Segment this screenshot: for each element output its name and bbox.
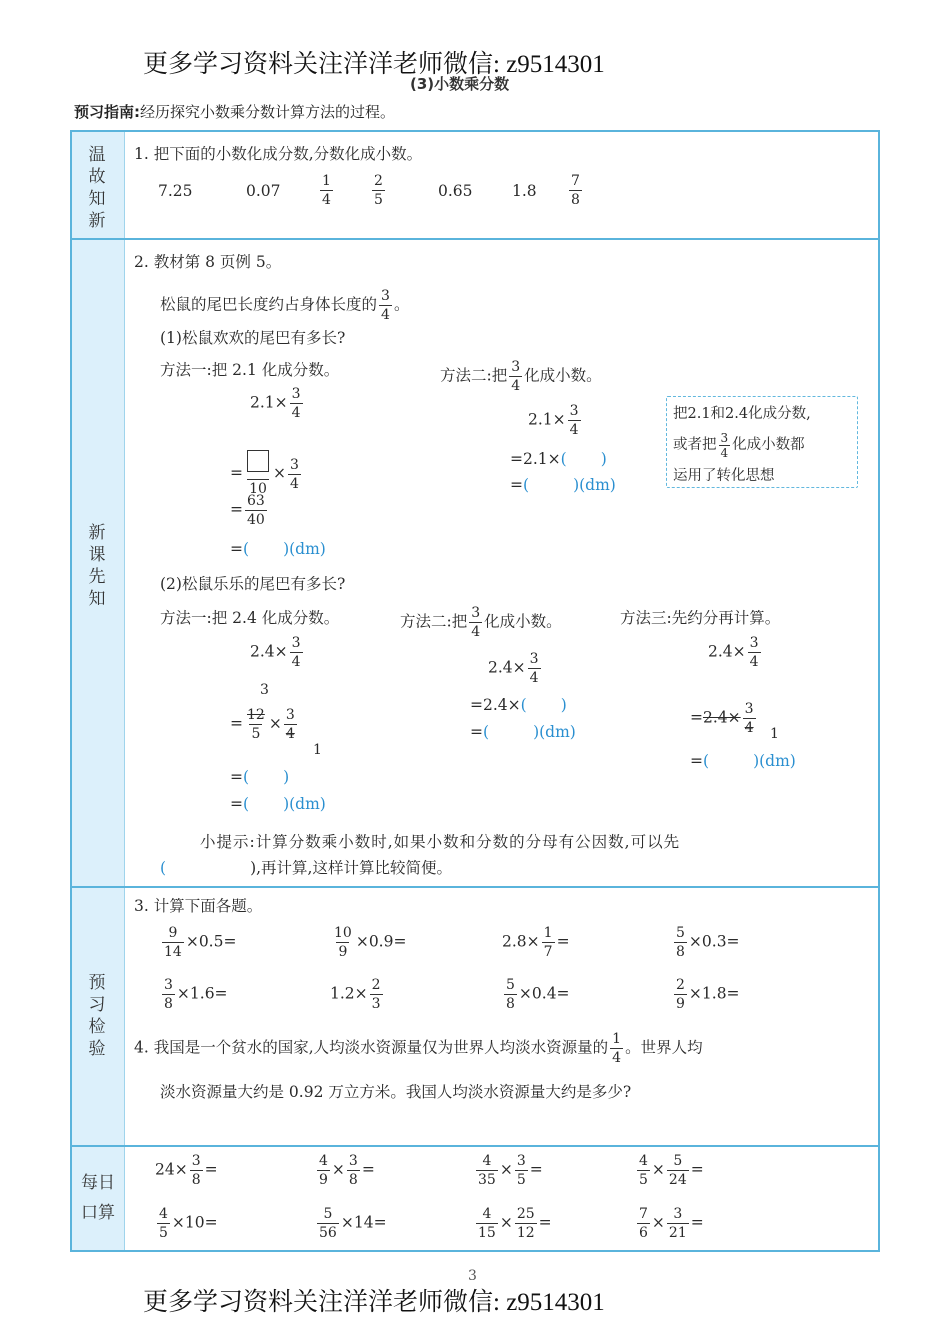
calc-answer[interactable]: =( )(dm) <box>510 476 616 494</box>
q1-item: 0.07 <box>246 182 281 200</box>
reduced-number: 1 <box>313 742 322 758</box>
q3-item: $\frac{3}{8}$ ×1.6= <box>164 977 228 1012</box>
calc-line: 2.4× $\frac{3}{4}$ <box>488 651 539 686</box>
q2-p1-method-2: 方法二:把 $\frac{3}{4}$ 化成小数。 <box>440 359 602 394</box>
daily-item: $\frac{4}{15}$ × $\frac{25}{12}$ = <box>478 1206 552 1241</box>
q3-item: $\frac{2}{9}$ ×1.8= <box>676 977 740 1012</box>
calc-answer[interactable]: =2.1×( ) <box>510 450 607 468</box>
q3-item: $\frac{9}{14}$ ×0.5= <box>164 925 237 960</box>
q3-item: 1.2× $\frac{2}{3}$ <box>330 977 381 1012</box>
calc-line: = $\frac{12}{5}$ × $\frac{3}{4}$ <box>230 707 295 742</box>
q2-premise: 松鼠的尾巴长度约占身体长度的 $\frac{3}{4}$ 。 <box>160 288 410 323</box>
calc-line: = $\frac{63}{40}$ <box>230 493 265 528</box>
q2-part-2: (2)松鼠乐乐的尾巴有多长? <box>160 575 346 593</box>
preview-guide <box>74 101 395 122</box>
watermark-top: 更多学习资料关注洋洋老师微信: z9514301 <box>143 51 605 78</box>
q1-fraction: $\frac{2}{5}$ <box>374 173 383 208</box>
q1-item: 1.8 <box>512 182 537 200</box>
calc-line: =2.4× $\frac{3}{4}$ <box>690 701 754 736</box>
guide-text: 经历探究小数乘分数计算方法的过程。 <box>140 103 396 121</box>
section-review: 温故知新 <box>88 145 106 231</box>
q2-p2-method-3: 方法三:先约分再计算。 <box>620 609 781 627</box>
calc-line: 2.4× $\frac{3}{4}$ <box>250 635 301 670</box>
q2-p2-method-2: 方法二:把 $\frac{3}{4}$ 化成小数。 <box>400 605 562 640</box>
q1-fraction: $\frac{1}{4}$ <box>322 173 331 208</box>
divider-2 <box>72 886 878 888</box>
calc-answer[interactable]: =( ) <box>230 768 290 786</box>
q3-item: 2.8× $\frac{1}{7}$ = <box>502 925 570 960</box>
reduced-number: 3 <box>260 682 269 698</box>
section-daily-calc-1: 每日 <box>81 1173 115 1193</box>
watermark-bottom: 更多学习资料关注洋洋老师微信: z9514301 <box>143 1289 605 1316</box>
question-1: 1. 把下面的小数化成分数,分数化成小数。 <box>134 145 423 163</box>
question-4-line-1: 4. 我国是一个贫水的国家,人均淡水资源量仅为世界人均淡水资源量的 $\frac{1}{4}$ 。世界人均 <box>134 1031 703 1066</box>
daily-item: $\frac{4}{9}$ × $\frac{3}{8}$ = <box>319 1153 375 1188</box>
lesson-title: (3)小数乘分数 <box>410 75 510 93</box>
daily-item: $\frac{4}{35}$ × $\frac{3}{5}$ = <box>478 1153 543 1188</box>
page-number: 3 <box>468 1268 477 1284</box>
q2-p1-method-1: 方法一:把 2.1 化成分数。 <box>160 361 340 379</box>
daily-item: $\frac{7}{6}$ × $\frac{3}{21}$ = <box>639 1206 704 1241</box>
calc-line: 2.1× $\frac{3}{4}$ <box>250 386 301 421</box>
question-4-line-2: 淡水资源量大约是 0.92 万立方米。我国人均淡水资源量大约是多少? <box>160 1083 632 1101</box>
daily-item: $\frac{4}{5}$ × $\frac{5}{24}$ = <box>639 1153 704 1188</box>
calc-answer[interactable]: =( )(dm) <box>470 723 576 741</box>
guide-label: 预习指南: <box>74 103 140 121</box>
daily-item: $\frac{5}{56}$ ×14= <box>319 1206 387 1241</box>
calc-answer[interactable]: =( )(dm) <box>230 795 326 813</box>
tip-line-2[interactable]: ( ),再计算,这样计算比较简便。 <box>160 859 452 877</box>
question-3: 3. 计算下面各题。 <box>134 897 263 915</box>
calc-answer[interactable]: =2.4×( ) <box>470 696 567 714</box>
divider-1 <box>72 238 878 240</box>
section-preview-check: 预习检验 <box>88 973 106 1059</box>
calc-answer[interactable]: =( )(dm) <box>690 752 796 770</box>
question-2: 2. 教材第 8 页例 5。 <box>134 253 282 271</box>
calc-answer[interactable]: =( )(dm) <box>230 540 326 558</box>
section-new-lesson: 新课先知 <box>88 523 106 609</box>
q2-part-1: (1)松鼠欢欢的尾巴有多长? <box>160 329 346 347</box>
answer-box[interactable] <box>247 450 269 472</box>
q1-item: 7.25 <box>158 182 193 200</box>
section-daily-calc-2: 口算 <box>81 1203 115 1223</box>
q2-p2-method-1: 方法一:把 2.4 化成分数。 <box>160 609 340 627</box>
q3-item: $\frac{5}{8}$ ×0.4= <box>506 977 570 1012</box>
section-label-column <box>72 132 125 1250</box>
daily-item: 24× $\frac{3}{8}$ = <box>155 1153 218 1188</box>
daily-item: $\frac{4}{5}$ ×10= <box>159 1206 218 1241</box>
divider-3 <box>72 1145 878 1147</box>
reduced-number: 1 <box>770 726 779 742</box>
calc-line: 2.4× $\frac{3}{4}$ <box>708 635 759 670</box>
q1-item: 0.65 <box>438 182 473 200</box>
calc-line: = 10 × $\frac{3}{4}$ <box>230 450 303 498</box>
q1-fraction: $\frac{7}{8}$ <box>571 173 580 208</box>
calc-line: 2.1× $\frac{3}{4}$ <box>528 403 579 438</box>
q3-item: $\frac{10}{9}$ ×0.9= <box>334 925 407 960</box>
tip-line-1: 小提示:计算分数乘小数时,如果小数和分数的分母有公因数,可以先 <box>200 833 681 851</box>
q3-item: $\frac{5}{8}$ ×0.3= <box>676 925 740 960</box>
transformation-hint-box: 把2.1和2.4化成分数, 或者把 $\frac{3}{4}$ 化成小数都 运用了转化思想 <box>666 396 858 488</box>
